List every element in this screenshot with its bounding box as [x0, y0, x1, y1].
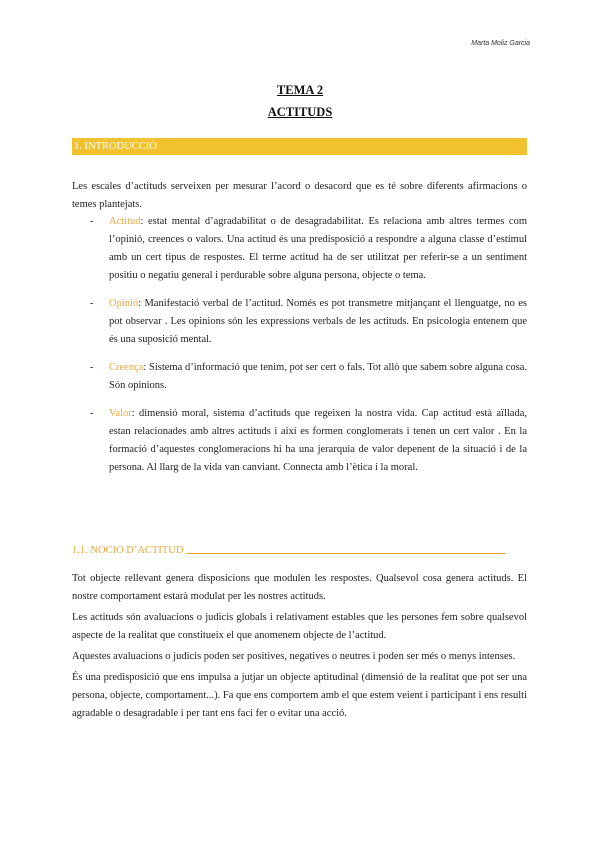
dash-bullet: - [90, 298, 94, 309]
list-item [90, 295, 527, 349]
topic-title: ACTITUDS [267, 105, 333, 119]
term-definition: : Manifestació verbal de l’actitud. Només es pot transmetre mitjançant el llenguatge, no es pot observar . Les opinions són les expressions verbals de les actituds. En psicologia entenem que és una suposició mental. [109, 298, 527, 345]
term-definition: : dimensió moral, sistema d’actituds que regeixen la nostra vida. Cap actitud està aïllada, estan relacionades amb altres actituds i així es formen conglomerats i tenen un cert valor . En la formació d’aquestes conglomeracions hi ha una jerarquia de valor depenent de la situació i de la persona. Al llarg de la vida van canviant. Connecta amb l’ètica i la moral. [109, 408, 527, 473]
term-label: Valor [109, 408, 132, 419]
subsection-heading-text: 1.1. NOCIÓ D’ACTITUD [72, 545, 184, 556]
dash-bullet: - [90, 362, 94, 373]
topic-number: TEMA 2 [276, 83, 324, 97]
body-paragraph: Tot objecte rellevant genera disposicions que modulen les respostes. Qualsevol cosa genera actituds. El nostre comportament estarà modulat per les nostres actituds. [72, 573, 527, 602]
term-definition: : Sistema d’informació que tenim, pot ser cert o fals. Tot allò que sabem sobre alguna cosa. Són opinions. [109, 362, 527, 391]
body-paragraph: Aquestes avaluacions o judicis poden ser positives, negatives o neutres i poden ser més o menys intenses. [72, 651, 516, 662]
dash-bullet: - [90, 408, 94, 419]
term-label: Opinió [109, 298, 139, 309]
list-item [90, 213, 527, 285]
term-label: Creença [109, 362, 144, 373]
author-name: Marta Moliz Garcia [471, 40, 530, 47]
list-item [90, 405, 527, 477]
term-label: Actitud [109, 216, 141, 227]
title-block [0, 79, 600, 123]
list-item [90, 359, 527, 395]
intro-paragraph: Les escales d’actituds serveixen per mesurar l’acord o desacord que es té sobre diferents afirmacions o temes plantejats. [72, 181, 527, 210]
term-definition: : estat mental d’agradabilitat o de desagradabilitat. Es relaciona amb altres termes com l’opinió, creences o valors. Una actitud és una predisposició a respondre a alguna classe d’estímul amb un cert tipus de respostes. El terme actitud ha de ser utilitzat per referir-se a un sentiment positiu o negatiu general i perdurable sobre alguna persona, objecte o tema. [109, 216, 527, 281]
dash-bullet: - [90, 216, 94, 227]
body-paragraph: Les actituds són avaluacions o judicis globals i relativament estables que les persones fem sobre qualsevol aspecte de la realitat que constitueix el que anomenem objecte de l’actitud. [72, 612, 527, 641]
subsection-heading-attitude [72, 545, 527, 556]
heading-underline-rule [186, 551, 506, 554]
body-paragraph: És una predisposició que ens impulsa a jutjar un objecte aptitudinal (dimensió de la realitat que pot ser una persona, objecte, comportament...). Fa que ens comportem amb el que estem veient i participant i ens resulti agradable o desagradable i per tant ens faci fer o evitar una acció. [72, 672, 527, 719]
section-heading-introduction: 1. INTRODUCCIÓ [72, 138, 527, 155]
definitions-list [90, 213, 527, 487]
subsection-body [72, 570, 527, 726]
